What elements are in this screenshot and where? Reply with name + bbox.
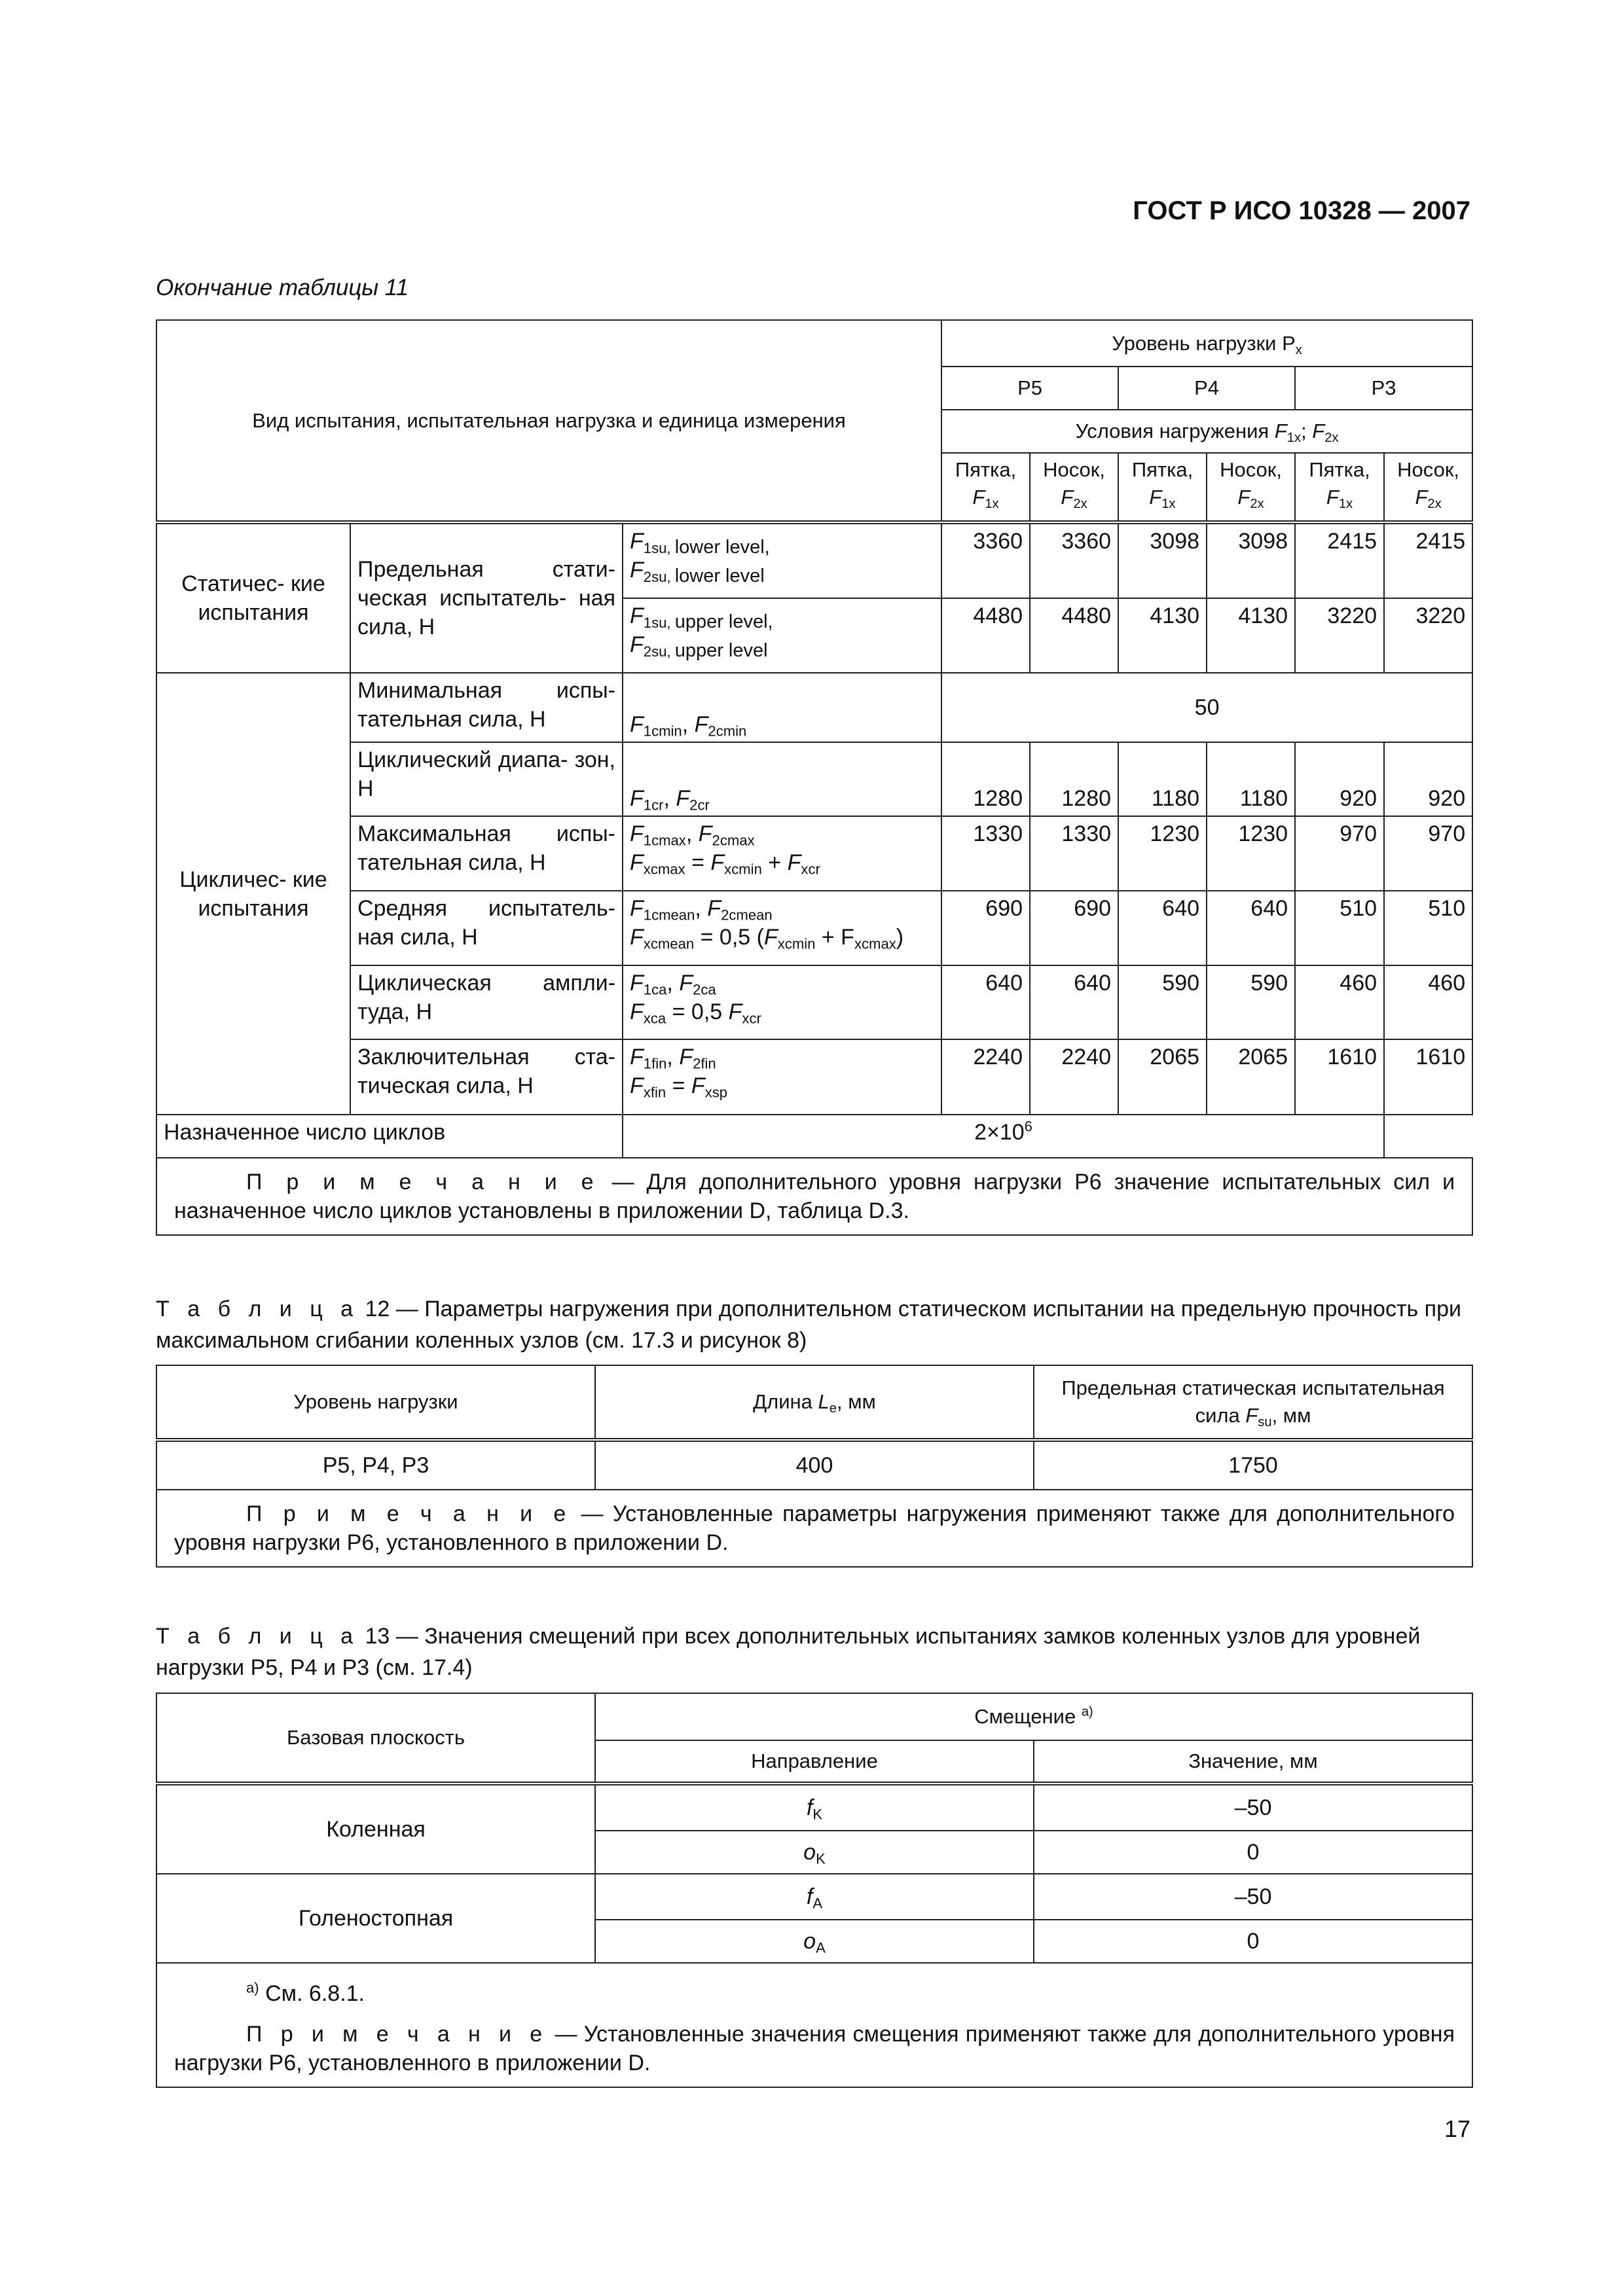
value-cell: 4130 (1118, 598, 1207, 673)
value-cell: 510 (1295, 891, 1384, 965)
value-cell: 2065 (1207, 1039, 1295, 1115)
value-cell: 0 (1034, 1920, 1472, 1963)
min-force-value: 50 (941, 673, 1472, 742)
value-cell: 2240 (941, 1039, 1030, 1115)
value-cell: –50 (1034, 1874, 1472, 1920)
value-cell: 690 (941, 891, 1030, 965)
final-force-symbol: $F_{1fin}$, $F_{2fin}$ $F_{xfin} = F_{xsp}$ (623, 1039, 941, 1115)
direction-symbol: $f_K$ (595, 1784, 1034, 1831)
table-11-note: П р и м е ч а н и е — Для дополнительного уровня нагрузки P6 значение испытательных сил и назначенное число циклов установлены в приложении D, таблица D.3. (156, 1158, 1472, 1235)
value-cell: 920 (1295, 742, 1384, 816)
t12-force-value: 1750 (1034, 1440, 1472, 1490)
value-cell: 4130 (1207, 598, 1295, 673)
static-tests-group: Статичес- кие испытания (156, 522, 350, 673)
value-cell: 1180 (1118, 742, 1207, 816)
value-cell: 2065 (1118, 1039, 1207, 1115)
value-cell: 1280 (941, 742, 1030, 816)
load-conditions-header: Условия нагружения $F_{1x}$; $F_{2x}$ (941, 410, 1472, 453)
table-11-main-header: Вид испытания, испытательная нагрузка и единица измерения (156, 320, 941, 522)
ultimate-upper-symbol: $F_{1su, upper level,}$ $F_{2su, upper level}$ (623, 598, 941, 673)
value-cell: 640 (941, 965, 1030, 1039)
t12-levels: P5, P4, P3 (156, 1440, 595, 1490)
table-11 (156, 319, 1473, 1236)
t12-col-load-level: Уровень нагрузки (156, 1365, 595, 1440)
value-cell: 1280 (1030, 742, 1118, 816)
table-13 (156, 1693, 1473, 2088)
cyclic-tests-group: Цикличес- кие испытания (156, 673, 350, 1115)
t13-knee: Коленная (156, 1784, 595, 1874)
value-cell: 3220 (1295, 598, 1384, 673)
value-cell: 1230 (1207, 816, 1295, 891)
value-cell: 4480 (1030, 598, 1118, 673)
document-code: ГОСТ Р ИСО 10328 — 2007 (1133, 196, 1470, 225)
direction-symbol: $o_K$ (595, 1831, 1034, 1874)
toe-header: Носок, $F_{2x}$ (1384, 453, 1472, 522)
value-cell: 2415 (1295, 522, 1384, 598)
level-p4: P4 (1118, 367, 1295, 410)
t13-direction-header: Направление (595, 1740, 1034, 1784)
t12-length-value: 400 (595, 1440, 1034, 1490)
value-cell: 970 (1384, 816, 1472, 891)
table-12-note: П р и м е ч а н и е — Установленные параметры нагружения применяют также для дополнительного уровня нагрузки P6, установленного в приложении D. (156, 1490, 1472, 1567)
cycles-name: Назначенное число циклов (156, 1115, 623, 1158)
level-p3: P3 (1295, 367, 1472, 410)
direction-symbol: $o_A$ (595, 1920, 1034, 1963)
value-cell: 1180 (1207, 742, 1295, 816)
table-13-caption: Т а б л и ц а 13 — Значения смещений при всех дополнительных испытаниях замков коленных узлов для уровней нагрузки P5, P4 и P3 (см. 17.4) (156, 1624, 1421, 1680)
value-cell: –50 (1034, 1784, 1472, 1831)
value-cell: 1230 (1118, 816, 1207, 891)
table-12 (156, 1365, 1473, 1568)
mean-force-symbol: $F_{1cmean}$, $F_{2cmean}$ $F_{xcmean} = 0,5$ $(F_{xcmin} + F_{xcmax})$ (623, 891, 941, 965)
load-level-header: Уровень нагрузки $P_x$ (941, 320, 1472, 367)
value-cell: 1330 (1030, 816, 1118, 891)
value-cell: 3098 (1207, 522, 1295, 598)
t12-col-ultimate-force: Предельная статическая испытательная сила $F_{su}$, мм (1034, 1365, 1472, 1440)
cyclic-range-symbol: $F_{1cr}$, $F_{2cr}$ (623, 742, 941, 816)
value-cell: 920 (1384, 742, 1472, 816)
t13-ankle: Голеностопная (156, 1874, 595, 1963)
t13-offset-header: Смещение $^{a)}$ (595, 1693, 1472, 1740)
table-continuation-caption: Окончание таблицы 11 (156, 275, 409, 300)
t13-note: П р и м е ч а н и е — Установленные значения смещения применяют также для дополнительного уровня нагрузки P6, установленного в приложении D. (174, 2022, 1455, 2075)
cyclic-amplitude-name: Циклическая ампли- туда, Н (350, 965, 623, 1039)
value-cell: 3360 (941, 522, 1030, 598)
min-force-symbol: $F_{1cmin}$, $F_{2cmin}$ (623, 673, 941, 742)
toe-header: Носок, $F_{2x}$ (1030, 453, 1118, 522)
level-p5: P5 (941, 367, 1118, 410)
heel-header: Пятка, $F_{1x}$ (1295, 453, 1384, 522)
cycles-value: $2\times 10^6$ (623, 1115, 1384, 1158)
table-13-notes (156, 1963, 1472, 2087)
heel-header: Пятка, $F_{1x}$ (1118, 453, 1207, 522)
value-cell: 460 (1295, 965, 1384, 1039)
value-cell: 590 (1207, 965, 1295, 1039)
value-cell: 3220 (1384, 598, 1472, 673)
t13-footnote: $^{a)}$ См. 6.8.1. (246, 1979, 365, 2006)
page-number: 17 (1444, 2115, 1470, 2142)
value-cell: 2415 (1384, 522, 1472, 598)
mean-force-name: Средняя испытатель- ная сила, Н (350, 891, 623, 965)
cyclic-range-name: Циклический диапа- зон, Н (350, 742, 623, 816)
value-cell: 970 (1295, 816, 1384, 891)
ultimate-force-name: Предельная стати- ческая испытатель- ная сила, Н (350, 522, 623, 673)
value-cell: 0 (1034, 1831, 1472, 1874)
max-force-symbol: $F_{1cmax}$, $F_{2cmax}$ $F_{xcmax} = F_{xcmin} + F_{xcr}$ (623, 816, 941, 891)
min-force-name: Минимальная испы- тательная сила, Н (350, 673, 623, 742)
t12-col-length: Длина $L_e$, мм (595, 1365, 1034, 1440)
ultimate-lower-symbol: $F_{1su, lower level,}$ $F_{2su, lower level}$ (623, 522, 941, 598)
value-cell: 3098 (1118, 522, 1207, 598)
toe-header: Носок, $F_{2x}$ (1207, 453, 1295, 522)
value-cell: 460 (1384, 965, 1472, 1039)
value-cell: 2240 (1030, 1039, 1118, 1115)
max-force-name: Максимальная испы- тательная сила, Н (350, 816, 623, 891)
value-cell: 640 (1030, 965, 1118, 1039)
value-cell: 510 (1384, 891, 1472, 965)
direction-symbol: $f_A$ (595, 1874, 1034, 1920)
value-cell: 1330 (941, 816, 1030, 891)
value-cell: 640 (1118, 891, 1207, 965)
value-cell: 4480 (941, 598, 1030, 673)
heel-header: Пятка, $F_{1x}$ (941, 453, 1030, 522)
value-cell: 690 (1030, 891, 1118, 965)
value-cell: 1610 (1384, 1039, 1472, 1115)
value-cell: 640 (1207, 891, 1295, 965)
t13-value-header: Значение, мм (1034, 1740, 1472, 1784)
table-12-caption: Т а б л и ц а 12 — Параметры нагружения при дополнительном статическом испытании на предельную прочность при максимальном сгибании коленных узлов (см. 17.3 и рисунок 8) (156, 1297, 1461, 1353)
t13-col-base-plane: Базовая плоскость (156, 1693, 595, 1784)
value-cell: 1610 (1295, 1039, 1384, 1115)
final-force-name: Заключительная ста- тическая сила, Н (350, 1039, 623, 1115)
cyclic-amplitude-symbol: $F_{1ca}$, $F_{2ca}$ $F_{xca} = 0,5$ $F_{xcr}$ (623, 965, 941, 1039)
value-cell: 590 (1118, 965, 1207, 1039)
value-cell: 3360 (1030, 522, 1118, 598)
